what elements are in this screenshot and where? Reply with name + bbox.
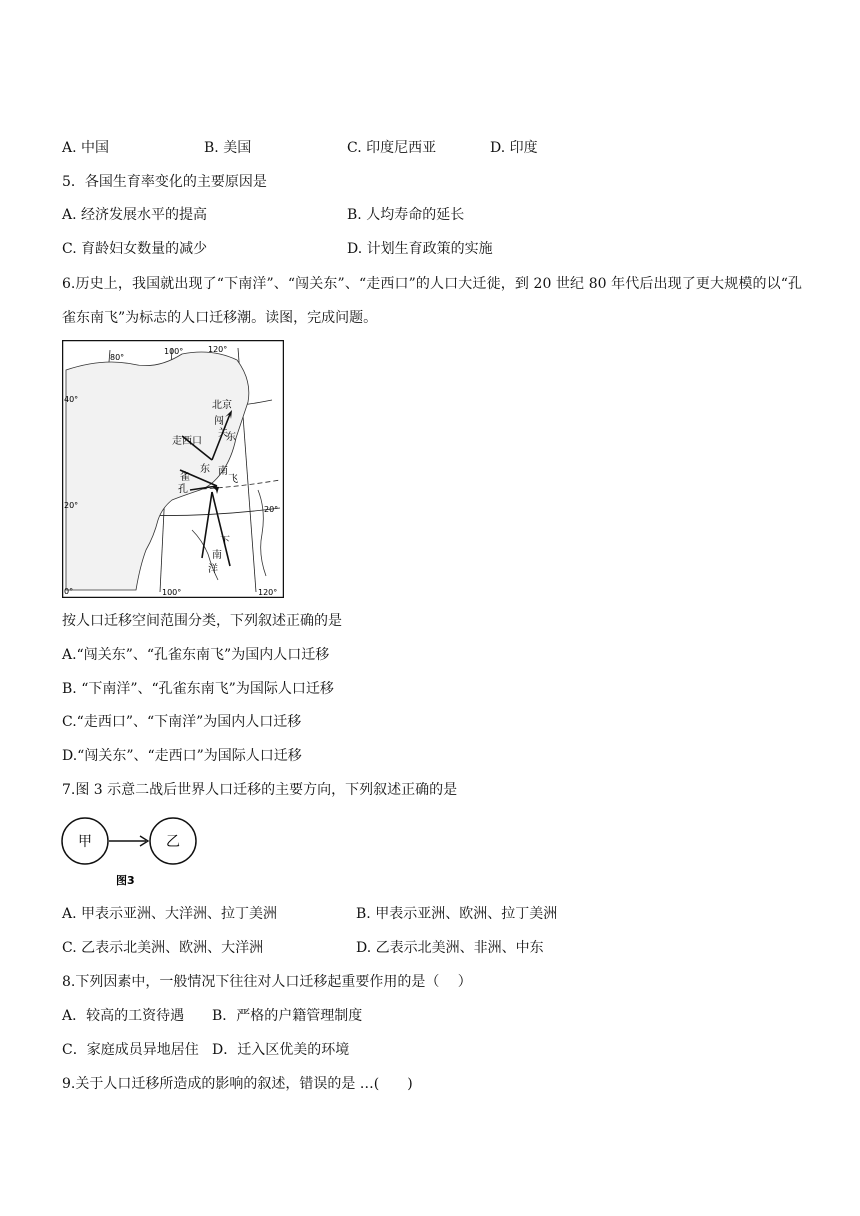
fig3-label-yi: 乙 <box>166 834 180 850</box>
map-label-dong: 东 <box>226 432 236 443</box>
q8-option-b: B．严格的户籍管理制度 <box>212 1008 363 1024</box>
map-label-yang: 洋 <box>208 564 218 575</box>
q5-option-a: A. 经济发展水平的提高 <box>62 207 208 223</box>
map-lat-label-20-right: 20° <box>264 505 279 514</box>
q5-option-d: D. 计划生育政策的实施 <box>347 241 493 257</box>
map-label-chuang: 闯 <box>214 416 224 427</box>
q6-option-c: C.“走西口”、“下南洋”为国内人口迁移 <box>62 714 302 730</box>
map-lon-label-120: 120° <box>208 345 228 354</box>
figure-3-migration-direction <box>60 812 202 888</box>
map-label-dongnan-dong: 东 <box>200 464 210 475</box>
q5-stem: 5．各国生育率变化的主要原因是 <box>62 174 267 190</box>
map-label-fei: 飞 <box>228 474 238 485</box>
map-label-xia: 下 <box>220 536 230 547</box>
q6-option-a: A.“闯关东”、“孔雀东南飞”为国内人口迁移 <box>62 647 330 663</box>
q8-option-d: D．迁入区优美的环境 <box>212 1042 350 1058</box>
q7-option-c: C. 乙表示北美洲、欧洲、大洋洲 <box>62 940 264 956</box>
q6-question: 按人口迁移空间范围分类，下列叙述正确的是 <box>62 613 342 629</box>
map-label-beijing: 北京 <box>212 400 232 411</box>
q8-option-c: C．家庭成员异地居住 <box>62 1042 199 1058</box>
map-label-que: 雀 <box>180 472 190 483</box>
q7-option-d: D. 乙表示北美洲、非洲、中东 <box>356 940 544 956</box>
q4-option-b: B. 美国 <box>204 140 252 156</box>
fig3-label-jia: 甲 <box>78 834 92 850</box>
q8-stem: 8.下列因素中，一般情况下往往对人口迁移起重要作用的是（ ） <box>62 974 472 990</box>
q6-stem: 6.历史上，我国就出现了“下南洋”、“闯关东”、“走西口”的人口大迁徙，到 20 世纪 80 年代后出现了更大规模的以“孔雀东南飞”为标志的人口迁移潮。读图，完成问题。 <box>62 276 802 326</box>
map-label-guan: 关 <box>218 428 228 439</box>
q7-stem: 7.图 3 示意二战后世界人口迁移的主要方向，下列叙述正确的是 <box>62 782 458 798</box>
map-lat-label-20-left: 20° <box>64 501 79 510</box>
map-label-dongnan-nan: 南 <box>218 466 228 477</box>
q4-option-d: D. 印度 <box>490 140 538 156</box>
q7-option-b: B. 甲表示亚洲、欧洲、拉丁美洲 <box>356 906 558 922</box>
china-migration-map <box>62 340 284 598</box>
fig3-caption: 图3 <box>116 874 135 887</box>
q5-option-b: B. 人均寿命的延长 <box>347 207 465 223</box>
q7-option-a: A. 甲表示亚洲、大洋洲、拉丁美洲 <box>62 906 278 922</box>
q5-option-c: C. 育龄妇女数量的减少 <box>62 241 208 257</box>
map-bottom-label-120: 120° <box>258 588 278 597</box>
q6-option-d: D.“闯关东”、“走西口”为国际人口迁移 <box>62 748 302 764</box>
q4-option-a: A. 中国 <box>62 140 110 156</box>
map-lat-label-0: 0° <box>64 587 74 596</box>
map-label-kong: 孔 <box>178 484 188 495</box>
q9-stem: 9.关于人口迁移所造成的影响的叙述，错误的是 …( ) <box>62 1076 413 1092</box>
map-label-nanyang-nan: 南 <box>212 550 222 561</box>
map-lon-label-100: 100° <box>164 347 184 356</box>
map-label-zouxikou: 走西口 <box>172 436 202 447</box>
map-bottom-label-100: 100° <box>162 588 182 597</box>
q6-option-b: B. “下南洋”、“孔雀东南飞”为国际人口迁移 <box>62 681 334 697</box>
map-lat-label-40: 40° <box>64 395 79 404</box>
q8-option-a: A．较高的工资待遇 <box>62 1008 185 1024</box>
q4-option-c: C. 印度尼西亚 <box>347 140 437 156</box>
map-lon-label-80: 80° <box>110 353 125 362</box>
